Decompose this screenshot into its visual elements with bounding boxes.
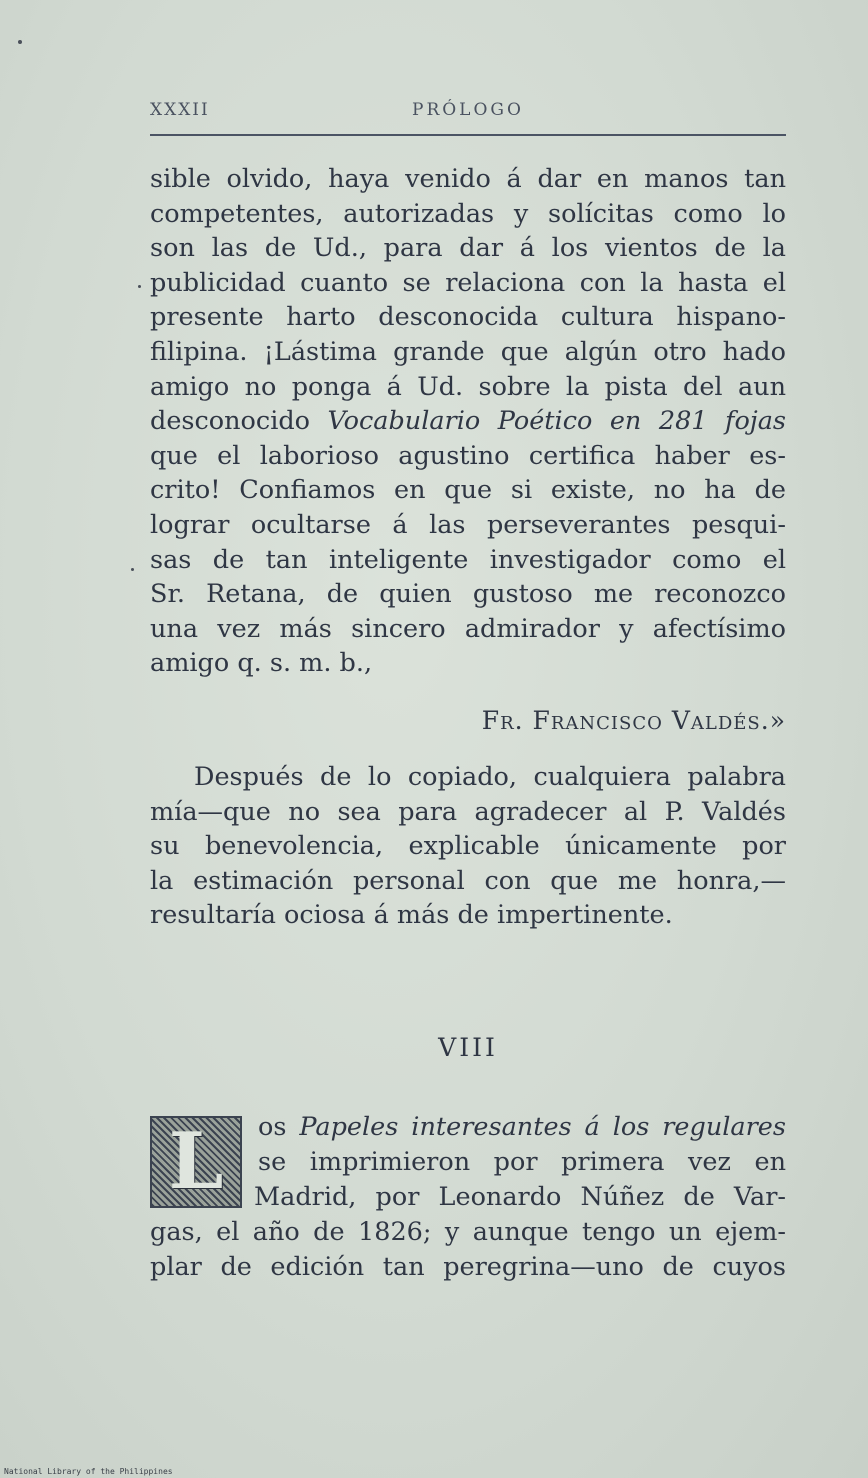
running-head [150, 96, 786, 124]
section-line: se imprimieron por primera vez en [258, 1147, 786, 1177]
library-credit: National Library of the Philippines [4, 1467, 173, 1476]
drop-cap-letter: L [168, 1116, 224, 1207]
vocabulary-title: Vocabulario Poético en 281 fojas [327, 406, 786, 437]
first-word-rest: os [258, 1112, 287, 1142]
para2-line: su benevolencia, explicable únicamente por [150, 831, 786, 862]
body-line: que el laborioso agustino certifica haber es- [150, 440, 786, 471]
body-line-with-title [150, 404, 786, 439]
body-line: filipina. ¡Lástima grande que algún otro hado [150, 336, 786, 367]
section-line: gas, el año de 1826; y aunque tengo un ejem- [150, 1217, 786, 1247]
body-line: presente harto desconocida cultura hispano- [150, 302, 786, 333]
page-number: XXXII [150, 100, 210, 120]
print-speck [18, 40, 22, 44]
papers-title: Papeles interesantes á los regulares [299, 1112, 786, 1142]
body-line: publicidad cuanto se relaciona con la hasta el [150, 267, 786, 298]
para2-line: resultaría ociosa á más de impertinente. [150, 900, 673, 931]
section-number: VIII [438, 1033, 498, 1062]
body-line: son las de Ud., para dar á los vientos de la [150, 233, 786, 264]
header-rule [150, 134, 786, 136]
section-line: plar de edición tan peregrina—uno de cuyos [150, 1252, 786, 1282]
para2-line: mía—que no sea para agradecer al P. Valdés [150, 796, 786, 827]
body-line: amigo q. s. m. b., [150, 648, 373, 679]
para2-line: Después de lo copiado, cualquiera palabra [194, 762, 786, 792]
body-line: competentes, autorizadas y solícitas como lo [150, 198, 786, 229]
body-line: crito! Confiamos en que si existe, no ha de [150, 475, 786, 506]
print-speck [138, 285, 141, 288]
body-line: sible olvido, haya venido á dar en manos tan [150, 164, 786, 194]
running-title: PRÓLOGO [412, 100, 524, 120]
section-line-1 [150, 1110, 786, 1145]
paragraph-after-letter [150, 760, 786, 933]
body-line: desconocido [150, 406, 311, 437]
para2-line: la estimación personal con que me honra,— [150, 865, 786, 896]
body-line: una vez más sincero admirador y afectísimo [150, 613, 786, 644]
print-speck [131, 568, 134, 571]
letter-body [150, 162, 786, 681]
section-line: Madrid, por Leonardo Núñez de Var- [254, 1182, 786, 1212]
body-line: lograr ocultarse á las perseverantes pesqui- [150, 509, 786, 540]
section-text [150, 1110, 786, 1285]
body-line: sas de tan inteligente investigador como el [150, 544, 786, 575]
signature: Fr. Francisco Valdés.» [481, 706, 786, 735]
body-line: Sr. Retana, de quien gustoso me reconozco [150, 579, 786, 610]
body-line: amigo no ponga á Ud. sobre la pista del aun [150, 371, 786, 402]
